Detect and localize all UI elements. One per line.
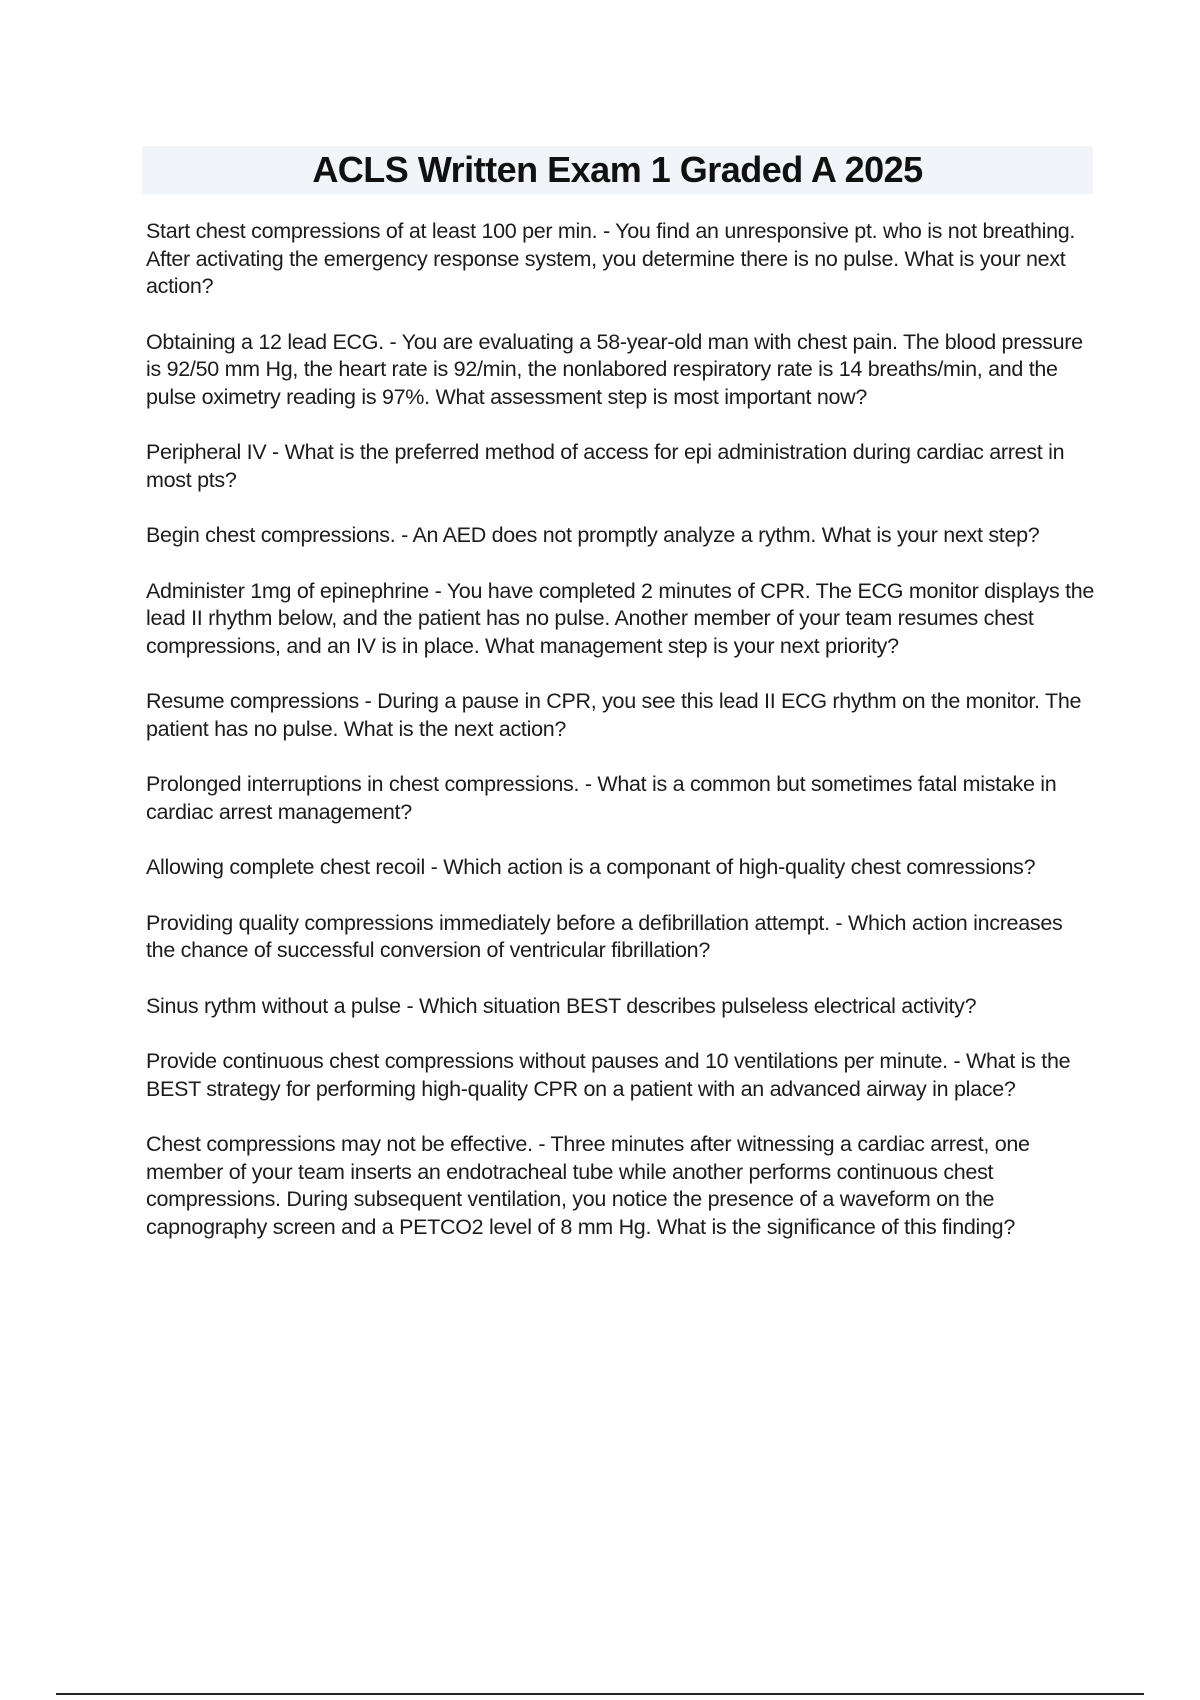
qa-item: Begin chest compressions. - An AED does not promptly analyze a rythm. What is your next step? [146,523,1040,547]
footer-divider [56,1693,1144,1695]
qa-item: Administer 1mg of epinephrine - You have completed 2 minutes of CPR. The ECG monitor displays the lead II rhythm below, and the patient has no pulse. Another member of your team resumes chest compressions, and an IV is in place. What management step is your next priority? [146,578,1095,658]
qa-item: Chest compressions may not be effective. - Three minutes after witnessing a cardiac arrest, one member of your team inserts an endotracheal tube while another performs continuous chest compressions. During subsequent ventilation, you notice the presence of a waveform on the capnography screen and a PETCO2 level of 8 mm Hg. What is the significance of this finding? [146,1132,1030,1239]
qa-item: Allowing complete chest recoil - Which action is a componant of high-quality chest comressions? [146,855,1036,879]
title-banner [142,146,1093,194]
qa-item: Resume compressions - During a pause in CPR, you see this lead II ECG rhythm on the monitor. The patient has no pulse. What is the next action? [146,689,1082,741]
qa-item: Provide continuous chest compressions without pauses and 10 ventilations per minute. - What is the BEST strategy for performing high-quality CPR on a patient with an advanced airway in place? [146,1049,1071,1101]
qa-item: Obtaining a 12 lead ECG. - You are evaluating a 58-year-old man with chest pain. The blood pressure is 92/50 mm Hg, the heart rate is 92/min, the nonlabored respiratory rate is 14 breaths/min, and the pulse oximetry reading is 97%. What assessment step is most important now? [146,329,1083,409]
question-answer-list [146,218,1096,1269]
qa-item: Sinus rythm without a pulse - Which situation BEST describes pulseless electrical activity? [146,993,977,1018]
document-title: ACLS Written Exam 1 Graded A 2025 [312,149,923,190]
qa-item: Providing quality compressions immediately before a defibrillation attempt. - Which action increases the chance of successful conversion of ventricular fibrillation? [146,910,1063,962]
qa-item: Peripheral IV - What is the preferred method of access for epi administration during cardiac arrest in most pts? [146,440,1065,492]
qa-item: Prolonged interruptions in chest compressions. - What is a common but sometimes fatal mistake in cardiac arrest management? [146,772,1057,824]
qa-item: Start chest compressions of at least 100 per min. - You find an unresponsive pt. who is not breathing. After activating the emergency response system, you determine there is no pulse. What is your next action? [146,219,1076,298]
